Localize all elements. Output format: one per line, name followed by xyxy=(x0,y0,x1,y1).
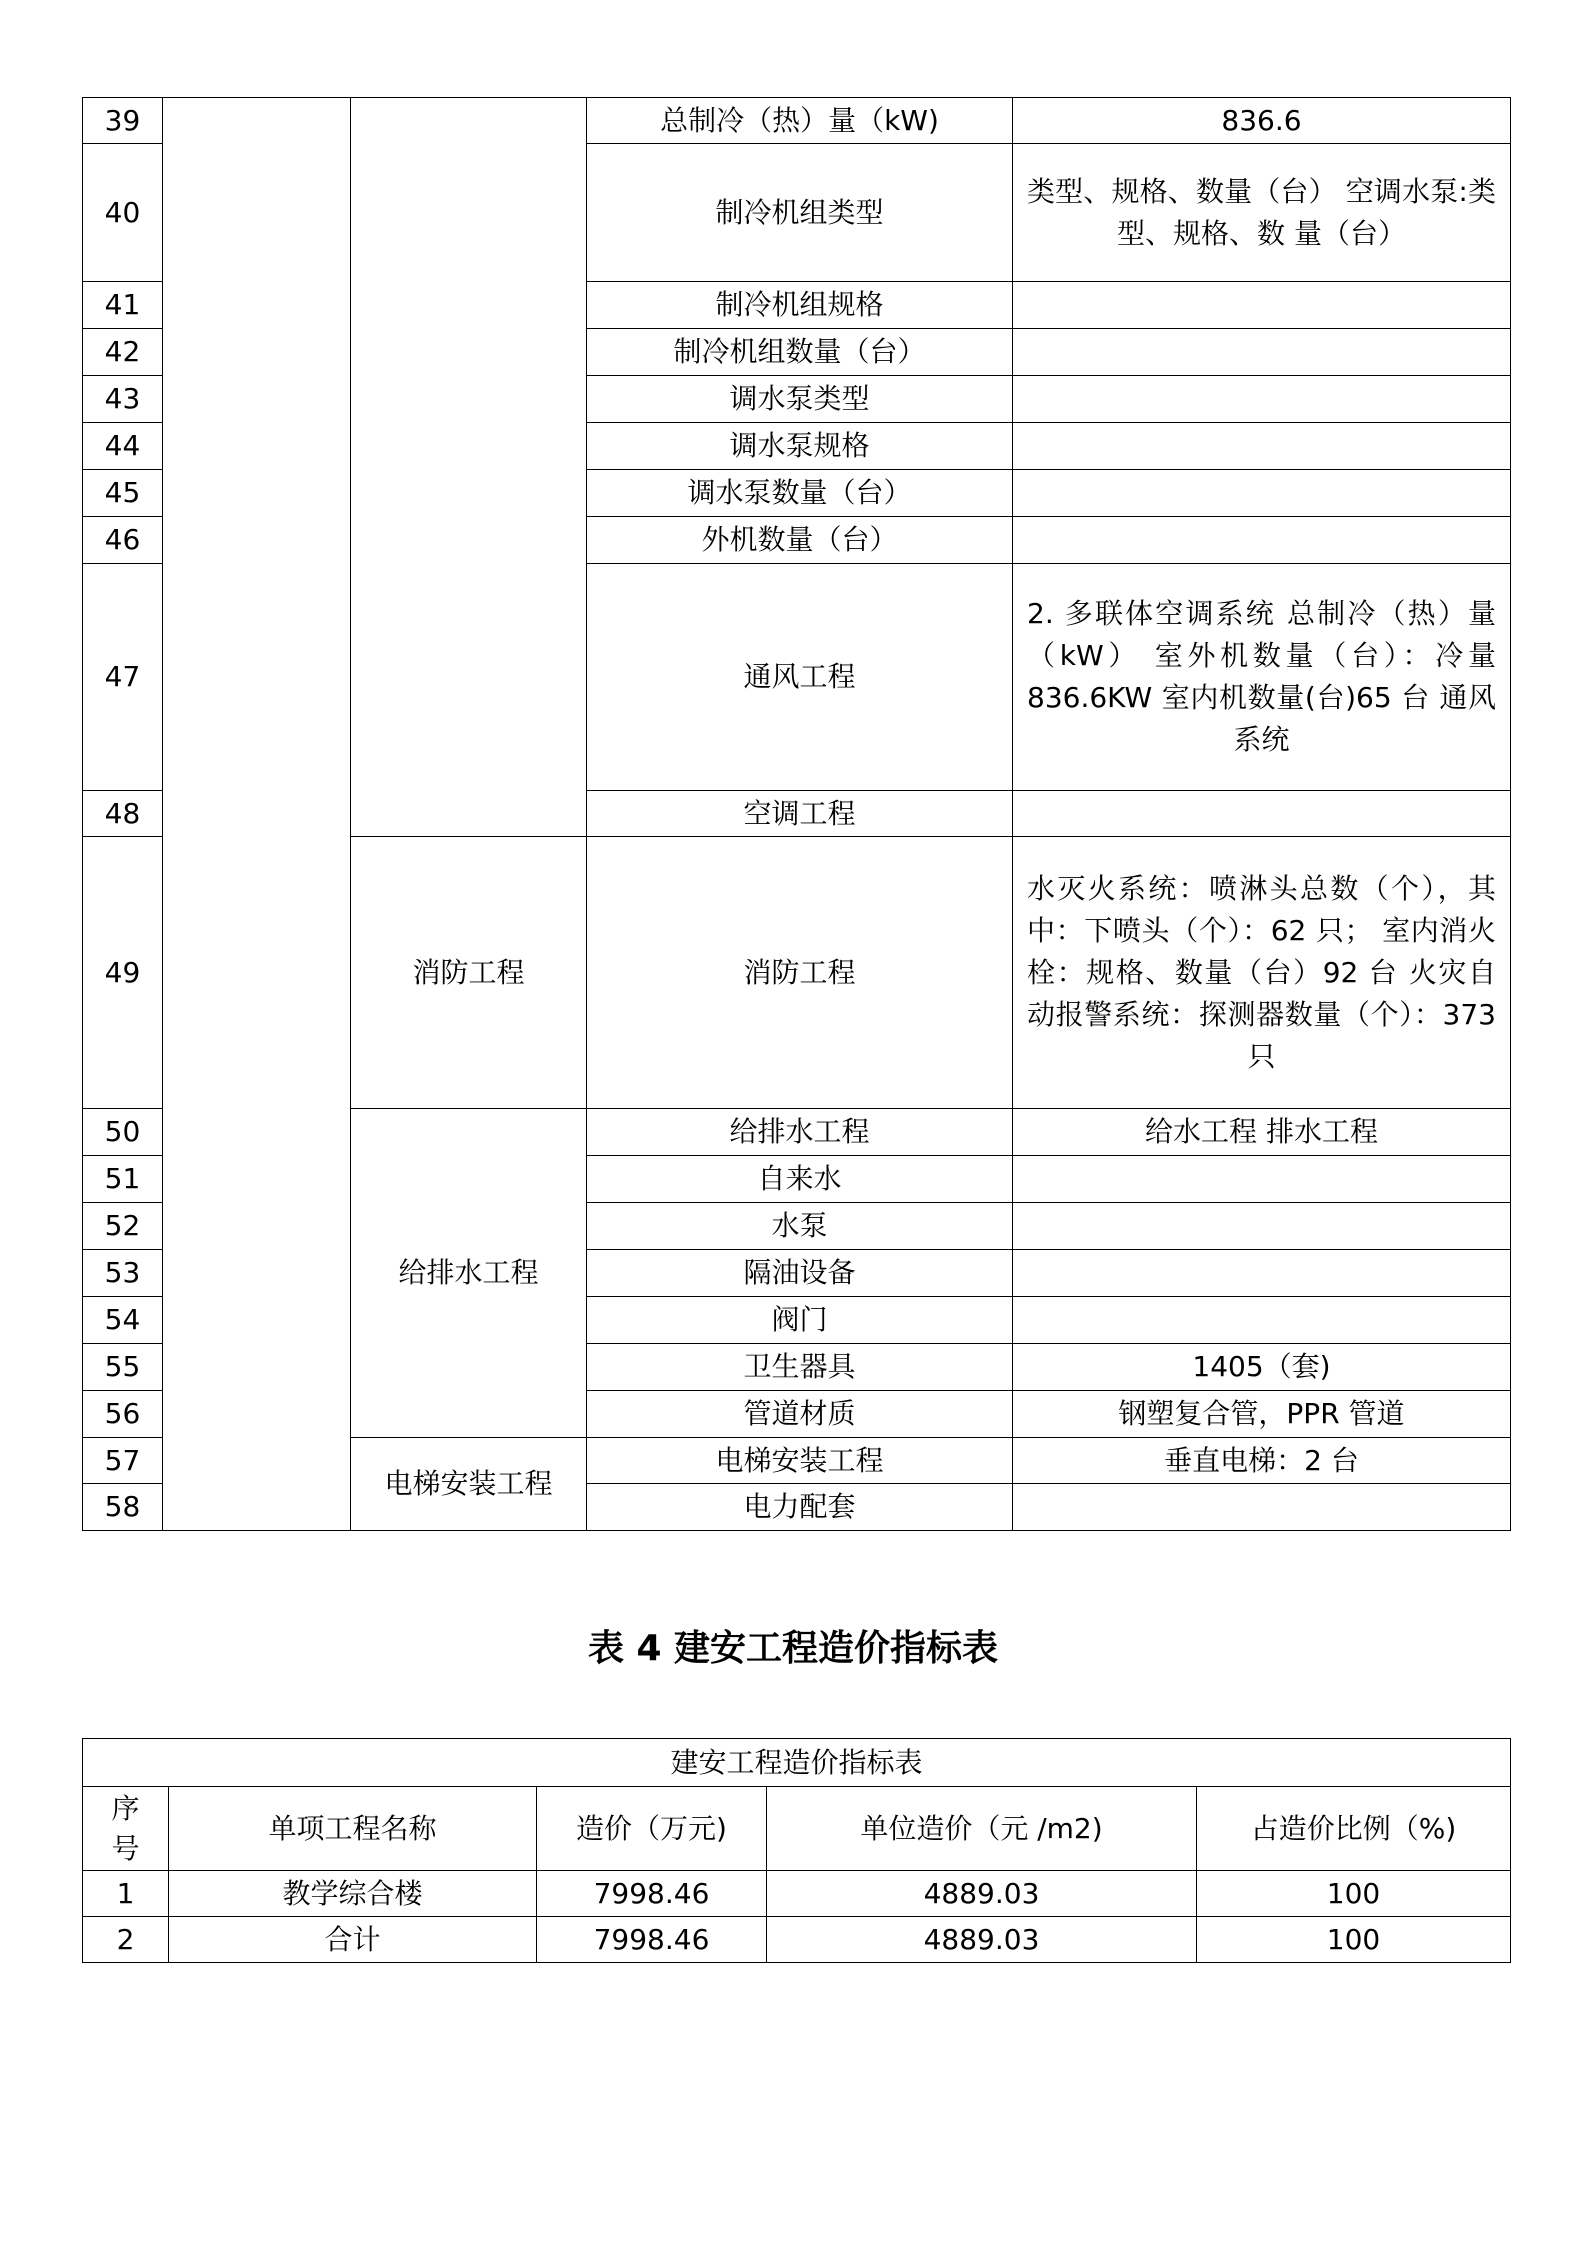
table-cell: 7998.46 xyxy=(537,1917,767,1963)
item-name: 制冷机组数量（台） xyxy=(587,329,1013,376)
row-number: 44 xyxy=(83,423,163,470)
item-name: 消防工程 xyxy=(587,837,1013,1109)
item-value: 钢塑复合管，PPR 管道 xyxy=(1013,1391,1511,1438)
item-value xyxy=(1013,423,1511,470)
row-number: 39 xyxy=(83,98,163,144)
table-cell: 2 xyxy=(83,1917,169,1963)
item-value xyxy=(1013,282,1511,329)
table-caption: 表 4 建安工程造价指标表 xyxy=(587,1628,999,1669)
table-header-row xyxy=(83,1787,1511,1871)
item-name: 外机数量（台） xyxy=(587,517,1013,564)
column-header: 造价（万元) xyxy=(537,1787,767,1871)
item-name: 电力配套 xyxy=(587,1484,1013,1531)
row-number: 40 xyxy=(83,144,163,282)
row-number: 55 xyxy=(83,1344,163,1391)
table-title: 建安工程造价指标表 xyxy=(83,1739,1511,1787)
item-value xyxy=(1013,1203,1511,1250)
row-number: 45 xyxy=(83,470,163,517)
item-value: 2. 多联体空调系统 总制冷（热）量（kW） 室外机数量（台）：冷量 836.6KW 室内机数量(台)65 台 通风系统 xyxy=(1013,564,1511,791)
item-value: 水灭火系统：喷淋头总数（个），其中：下喷头（个）：62 只； 室内消火栓：规格、数量（台）92 台 火灾自动报警系统：探测器数量（个）：373 只 xyxy=(1013,837,1511,1109)
item-name: 调水泵数量（台） xyxy=(587,470,1013,517)
item-name: 阀门 xyxy=(587,1297,1013,1344)
item-value xyxy=(1013,517,1511,564)
item-value xyxy=(1013,1250,1511,1297)
category-name: 消防工程 xyxy=(351,837,587,1109)
row-number: 51 xyxy=(83,1156,163,1203)
table-row xyxy=(83,1871,1511,1917)
item-name: 制冷机组规格 xyxy=(587,282,1013,329)
item-name: 制冷机组类型 xyxy=(587,144,1013,282)
item-name: 总制冷（热）量（kW) xyxy=(587,98,1013,144)
row-number: 49 xyxy=(83,837,163,1109)
item-value: 垂直电梯：2 台 xyxy=(1013,1438,1511,1484)
item-name: 自来水 xyxy=(587,1156,1013,1203)
item-name: 卫生器具 xyxy=(587,1344,1013,1391)
column-header: 序号 xyxy=(83,1787,169,1871)
item-value: 836.6 xyxy=(1013,98,1511,144)
row-number: 48 xyxy=(83,791,163,837)
table-cell: 100 xyxy=(1197,1917,1511,1963)
item-value xyxy=(1013,1156,1511,1203)
table-cell: 7998.46 xyxy=(537,1871,767,1917)
table-title-row xyxy=(83,1739,1511,1787)
item-value xyxy=(1013,791,1511,837)
table-row xyxy=(83,1917,1511,1963)
column-header: 单项工程名称 xyxy=(169,1787,537,1871)
item-value xyxy=(1013,1297,1511,1344)
table-cell: 4889.03 xyxy=(767,1871,1197,1917)
cost-index-table xyxy=(82,1738,1511,1963)
table-cell: 4889.03 xyxy=(767,1917,1197,1963)
item-name: 空调工程 xyxy=(587,791,1013,837)
table-cell: 合计 xyxy=(169,1917,537,1963)
table-row xyxy=(83,98,1511,144)
item-value: 类型、规格、数量（台） 空调水泵:类型、规格、数 量（台） xyxy=(1013,144,1511,282)
item-value xyxy=(1013,1484,1511,1531)
empty-merged-cell xyxy=(351,98,587,837)
table-cell: 教学综合楼 xyxy=(169,1871,537,1917)
row-number: 56 xyxy=(83,1391,163,1438)
category-name: 给排水工程 xyxy=(351,1109,587,1438)
item-value xyxy=(1013,376,1511,423)
row-number: 43 xyxy=(83,376,163,423)
row-number: 52 xyxy=(83,1203,163,1250)
column-header: 单位造价（元 /m2) xyxy=(767,1787,1197,1871)
item-value xyxy=(1013,329,1511,376)
row-number: 41 xyxy=(83,282,163,329)
item-name: 给排水工程 xyxy=(587,1109,1013,1156)
row-number: 54 xyxy=(83,1297,163,1344)
item-value: 1405（套) xyxy=(1013,1344,1511,1391)
item-name: 水泵 xyxy=(587,1203,1013,1250)
item-name: 调水泵规格 xyxy=(587,423,1013,470)
item-name: 电梯安装工程 xyxy=(587,1438,1013,1484)
row-number: 50 xyxy=(83,1109,163,1156)
row-number: 46 xyxy=(83,517,163,564)
row-number: 57 xyxy=(83,1438,163,1484)
empty-merged-cell xyxy=(163,98,351,1531)
engineering-spec-table xyxy=(82,97,1511,1531)
column-header: 占造价比例（%) xyxy=(1197,1787,1511,1871)
row-number: 42 xyxy=(83,329,163,376)
row-number: 47 xyxy=(83,564,163,791)
item-value xyxy=(1013,470,1511,517)
category-name: 电梯安装工程 xyxy=(351,1438,587,1531)
row-number: 53 xyxy=(83,1250,163,1297)
table-cell: 100 xyxy=(1197,1871,1511,1917)
item-value: 给水工程 排水工程 xyxy=(1013,1109,1511,1156)
table-cell: 1 xyxy=(83,1871,169,1917)
item-name: 通风工程 xyxy=(587,564,1013,791)
item-name: 隔油设备 xyxy=(587,1250,1013,1297)
item-name: 调水泵类型 xyxy=(587,376,1013,423)
item-name: 管道材质 xyxy=(587,1391,1013,1438)
row-number: 58 xyxy=(83,1484,163,1531)
